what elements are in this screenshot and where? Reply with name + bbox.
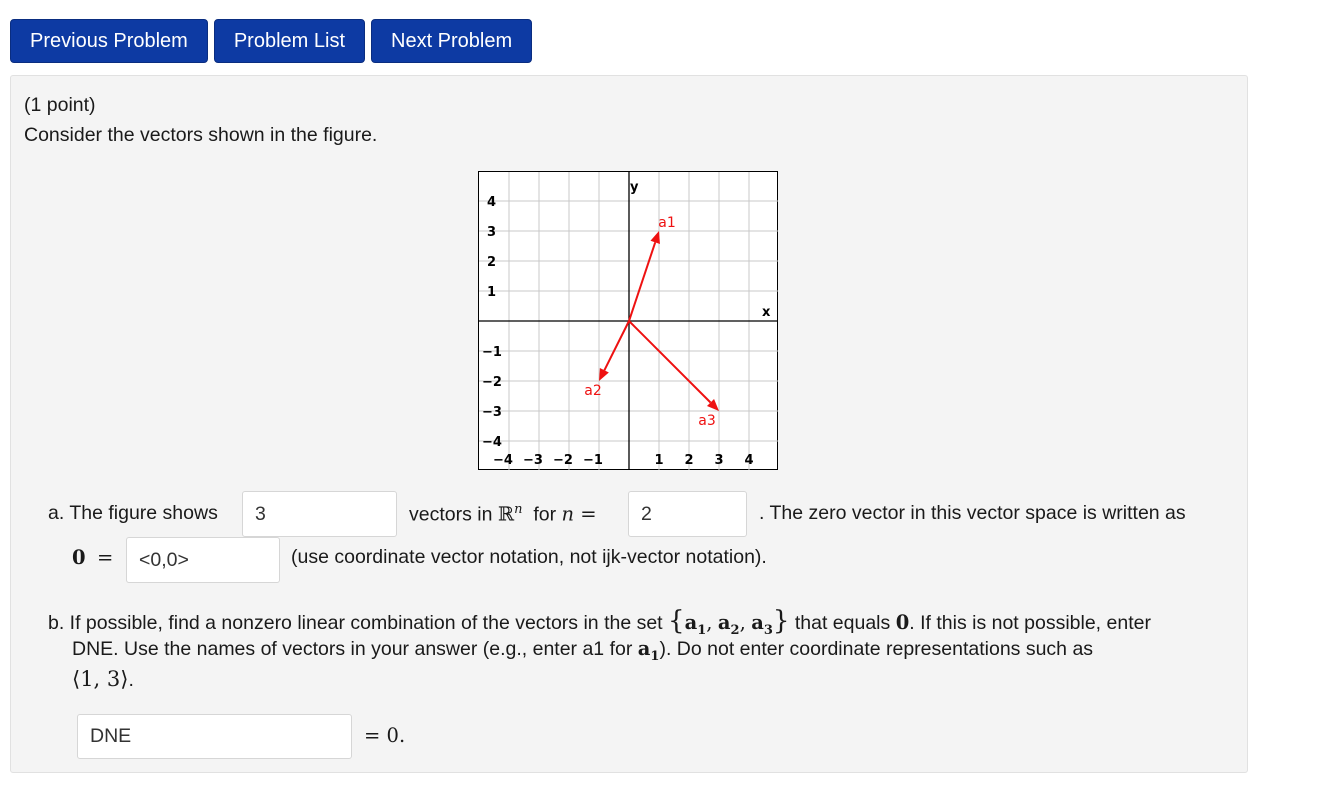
vector-a2-label: a2 (584, 383, 602, 399)
for-text: for (533, 503, 557, 526)
part-a-suffix: . The zero vector in this vector space is written as (759, 502, 1186, 524)
vector-a1-label: a1 (658, 215, 676, 231)
y-tick-label: −2 (482, 375, 502, 390)
y-tick-label: 3 (487, 225, 497, 240)
part-b-line1-suffix: . If this is not possible, enter (909, 612, 1151, 634)
part-b-line3 (72, 667, 134, 692)
x-tick-label: −1 (583, 453, 603, 468)
part-a-middle (409, 502, 597, 527)
x-tick-label: 1 (654, 453, 664, 468)
x-tick-label: −2 (553, 453, 573, 468)
part-a-middle-text: vectors in (409, 503, 493, 526)
x-tick-label: −4 (493, 453, 513, 468)
coordinate-example: ⟨1, 3⟩ (72, 667, 129, 691)
part-b-period: . (128, 669, 134, 691)
vector-a3-label: a3 (698, 413, 716, 429)
linear-combination-input[interactable] (77, 714, 352, 759)
rn-superscript: n (514, 502, 523, 517)
x-tick-label: 2 (684, 453, 694, 468)
part-b-line1: b. If possible, find a nonzero linear combination of the vectors in the set {$a_1$, $a_2$, $a_3$} that equals 0. If this is not possible, enter (48, 606, 1151, 638)
n-equals: n = (561, 502, 597, 526)
problem-points: (1 point) (24, 94, 96, 116)
vector-figure (478, 171, 779, 471)
set-open-brace: { (668, 606, 685, 636)
set-a1: $a_1$ (684, 611, 707, 638)
problem-navigation (10, 19, 532, 63)
x-tick-label: 3 (714, 453, 724, 468)
previous-problem-button[interactable]: Previous Problem (10, 19, 208, 63)
part-b-line1-prefix: b. If possible, find a nonzero linear combination of the vectors in the set (48, 612, 663, 634)
x-tick-label: −3 (523, 453, 543, 468)
equals-zero-text: = 0. (364, 724, 406, 747)
vector-count-input[interactable] (242, 491, 397, 537)
y-tick-label: 4 (487, 195, 497, 210)
y-tick-label: 1 (487, 285, 497, 300)
x-axis-label: x (762, 305, 771, 320)
problem-intro: Consider the vectors shown in the figure. (24, 124, 378, 146)
part-b-line1-mid: that equals (794, 612, 891, 634)
part-b-line2-suffix: ). Do not enter coordinate representations such as (659, 638, 1094, 660)
rn-symbol: ℝ (497, 502, 515, 526)
zero-symbol: 0 (72, 546, 86, 569)
part-b-line2 (72, 637, 1093, 664)
y-tick-label: −4 (482, 435, 502, 450)
y-tick-label: −1 (482, 345, 502, 360)
y-tick-label: 2 (487, 255, 497, 270)
set-a2: $a_2$ (717, 611, 740, 638)
x-tick-label: 4 (744, 453, 754, 468)
next-problem-button[interactable]: Next Problem (371, 19, 532, 63)
zero-equals: = (97, 546, 114, 569)
part-a-prefix: a. The figure shows (48, 502, 218, 524)
set-close-brace: } (772, 606, 790, 636)
zero-vector-label (72, 546, 113, 570)
y-axis-label: y (630, 180, 639, 195)
problem-list-button[interactable]: Problem List (214, 19, 365, 63)
zero-vector-note: (use coordinate vector notation, not ijk-vector notation). (291, 546, 767, 568)
y-tick-label: −3 (482, 405, 502, 420)
example-a1: $a_1$ (637, 637, 660, 664)
part-b-zero: 0 (895, 611, 910, 634)
set-a3: $a_3$ (751, 611, 773, 638)
n-input[interactable] (628, 491, 747, 537)
zero-vector-input[interactable] (126, 537, 280, 583)
part-b-line2-prefix: DNE. Use the names of vectors in your answer (e.g., enter a1 for (72, 638, 633, 660)
